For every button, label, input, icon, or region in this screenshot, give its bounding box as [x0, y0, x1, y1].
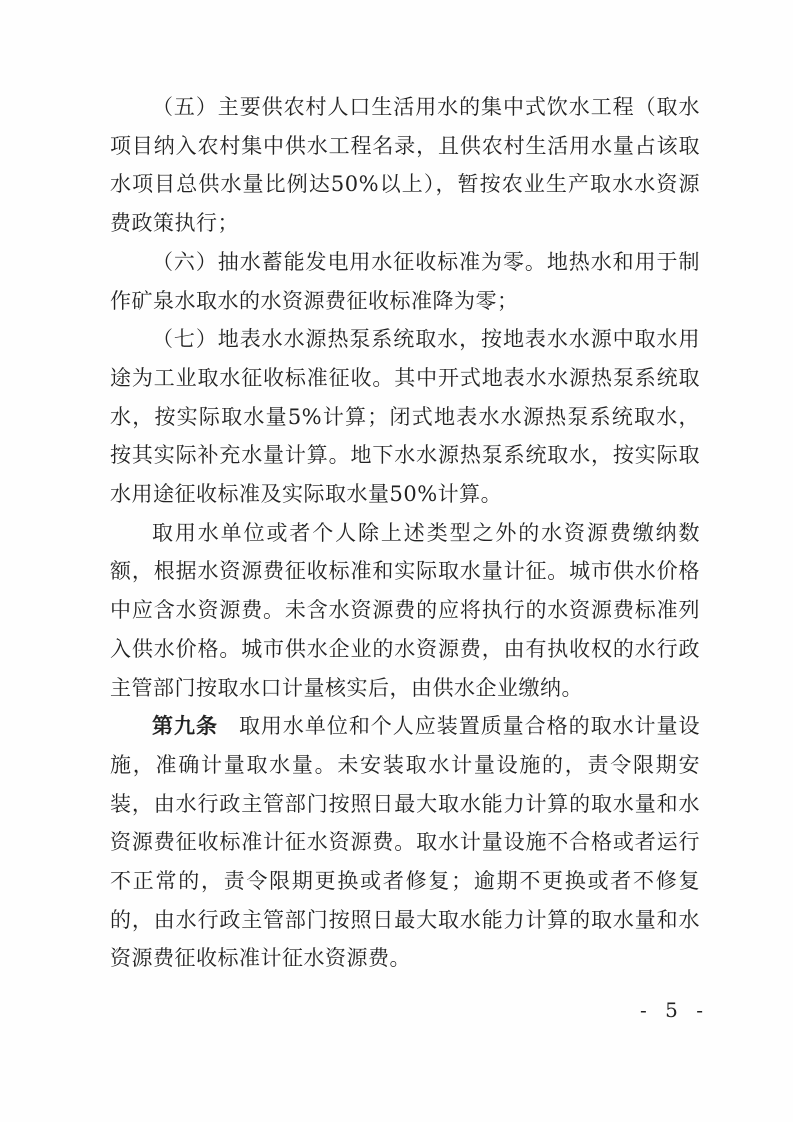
article-nine-text: 取用水单位和个人应装置质量合格的取水计量设施，准确计量取水量。未安装取水计量设施的，责令限期安装，由水行政主管部门按照日最大取水能力计算的取水量和水资源费征收标准计征水资源费。取水计量设施不合格或者运行不正常的，责令限期更换或者修复；逾期不更换或者不修复的，由水行政主管部门按照日最大取水能力计算的取水量和水资源费征收标准计征水资源费。 [110, 714, 701, 971]
article-nine-heading: 第九条 [152, 714, 218, 739]
article-nine-paragraph [110, 707, 700, 978]
document-body [110, 88, 700, 978]
paragraph-item-5: （五）主要供农村人口生活用水的集中式饮水工程（取水项目纳入农村集中供水工程名录，且供农村生活用水量占该取水项目总供水量比例达50%以上），暂按农业生产取水水资源费政策执行； [110, 95, 700, 236]
page-number: - 5 - [640, 998, 709, 1022]
paragraph-item-7: （七）地表水水源热泵系统取水，按地表水水源中取水用途为工业取水征收标准征收。其中开式地表水水源热泵系统取水，按实际取水量5%计算；闭式地表水水源热泵系统取水，按其实际补充水量计算。地下水水源热泵系统取水，按实际取水用途征收标准及实际取水量50%计算。 [110, 327, 700, 507]
paragraph-water-fee: 取用水单位或者个人除上述类型之外的水资源费缴纳数额，根据水资源费征收标准和实际取水量计征。城市供水价格中应含水资源费。未含水资源费的应将执行的水资源费标准列入供水价格。城市供水企业的水资源费，由有执收权的水行政主管部门按取水口计量核实后，由供水企业缴纳。 [110, 520, 700, 700]
paragraph-item-6: （六）抽水蓄能发电用水征收标准为零。地热水和用于制作矿泉水取水的水资源费征收标准降为零； [110, 249, 700, 313]
